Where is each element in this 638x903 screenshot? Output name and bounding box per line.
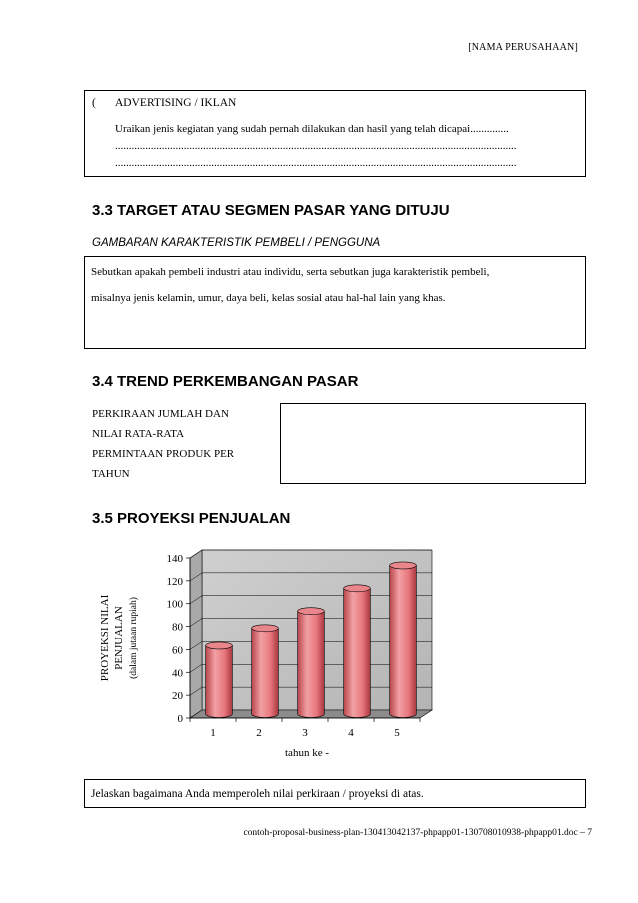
trend-input-box[interactable] [280, 403, 586, 484]
x-tick-label: 5 [394, 727, 400, 739]
bar-top [298, 608, 325, 615]
bar [390, 562, 417, 718]
y-axis-label-line-1: PROYEKSI NILAI [99, 594, 111, 682]
advertising-instruction: Uraikan jenis kegiatan yang sudah pernah dilakukan dan hasil yang telah dicapai.............. [115, 123, 509, 135]
y-tick-label: 60 [172, 644, 183, 657]
y-tick-label: 120 [166, 575, 183, 588]
advertising-paren: ( [92, 97, 96, 109]
y-axis-label-line-2: PENJUALAN [113, 606, 125, 670]
advertising-title: ADVERTISING / IKLAN [115, 97, 237, 109]
trend-label-line: NILAI RATA-RATA [92, 428, 185, 440]
section-3-4-heading: 3.4 TREND PERKEMBANGAN PASAR [92, 373, 359, 390]
bar [252, 625, 279, 718]
advertising-dotted-line-2: .................................................................................................................................................. [115, 157, 517, 169]
bar [344, 585, 371, 718]
explanation-box [84, 779, 586, 808]
bar-body [206, 645, 233, 717]
y-tick-label: 100 [166, 598, 183, 611]
advertising-box [84, 90, 586, 177]
x-tick-label: 4 [348, 727, 354, 739]
trend-label-line: PERMINTAAN PRODUK PER [92, 448, 235, 460]
y-tick-label: 140 [166, 553, 183, 565]
footer-filename: contoh-proposal-business-plan-130413042137-phpapp01-130708010938-phpapp01.doc – 7 [243, 828, 592, 838]
target-description-line-1: Sebutkan apakah pembeli industri atau individu, serta sebutkan juga karakteristik pembeli, [91, 266, 490, 278]
x-tick-label: 3 [302, 727, 308, 739]
bar-top [252, 625, 279, 632]
y-tick-label: 40 [172, 667, 183, 680]
bar-body [390, 565, 417, 717]
x-tick-label: 1 [210, 727, 216, 739]
bar-top [390, 562, 417, 569]
bar-body [344, 588, 371, 717]
target-description-box [84, 256, 586, 349]
y-tick-label: 80 [172, 621, 183, 634]
trend-label-line: PERKIRAAN JUMLAH DAN [92, 408, 229, 420]
section-3-5-heading: 3.5 PROYEKSI PENJUALAN [92, 510, 291, 527]
explanation-text: Jelaskan bagaimana Anda memperoleh nilai perkiraan / proyeksi di atas. [91, 788, 424, 800]
trend-label-line: TAHUN [92, 468, 130, 480]
bar-body [252, 628, 279, 717]
bar-body [298, 611, 325, 717]
company-name-header: [NAMA PERUSAHAAN] [468, 42, 578, 53]
section-3-3-heading: 3.3 TARGET ATAU SEGMEN PASAR YANG DITUJU [92, 202, 450, 219]
chart-side-wall [190, 550, 202, 718]
bar [298, 608, 325, 718]
x-axis-label: tahun ke - [285, 747, 329, 759]
trend-label [92, 404, 234, 484]
sales-projection-chart [0, 540, 638, 775]
x-tick-label: 2 [256, 727, 262, 739]
advertising-dotted-line-1: .................................................................................................................................................. [115, 140, 517, 152]
section-3-3-subheading: GAMBARAN KARAKTERISTIK PEMBELI / PENGGUNA [92, 237, 381, 249]
bar-top [344, 585, 371, 592]
bar-top [206, 642, 233, 649]
y-axis-label-line-3: (dalam jutaan rupiah) [129, 597, 139, 679]
y-tick-label: 20 [172, 690, 183, 703]
y-tick-label: 0 [177, 713, 183, 725]
target-description-line-2: misalnya jenis kelamin, umur, daya beli, kelas sosial atau hal-hal lain yang khas. [91, 292, 446, 304]
bar [206, 642, 233, 718]
